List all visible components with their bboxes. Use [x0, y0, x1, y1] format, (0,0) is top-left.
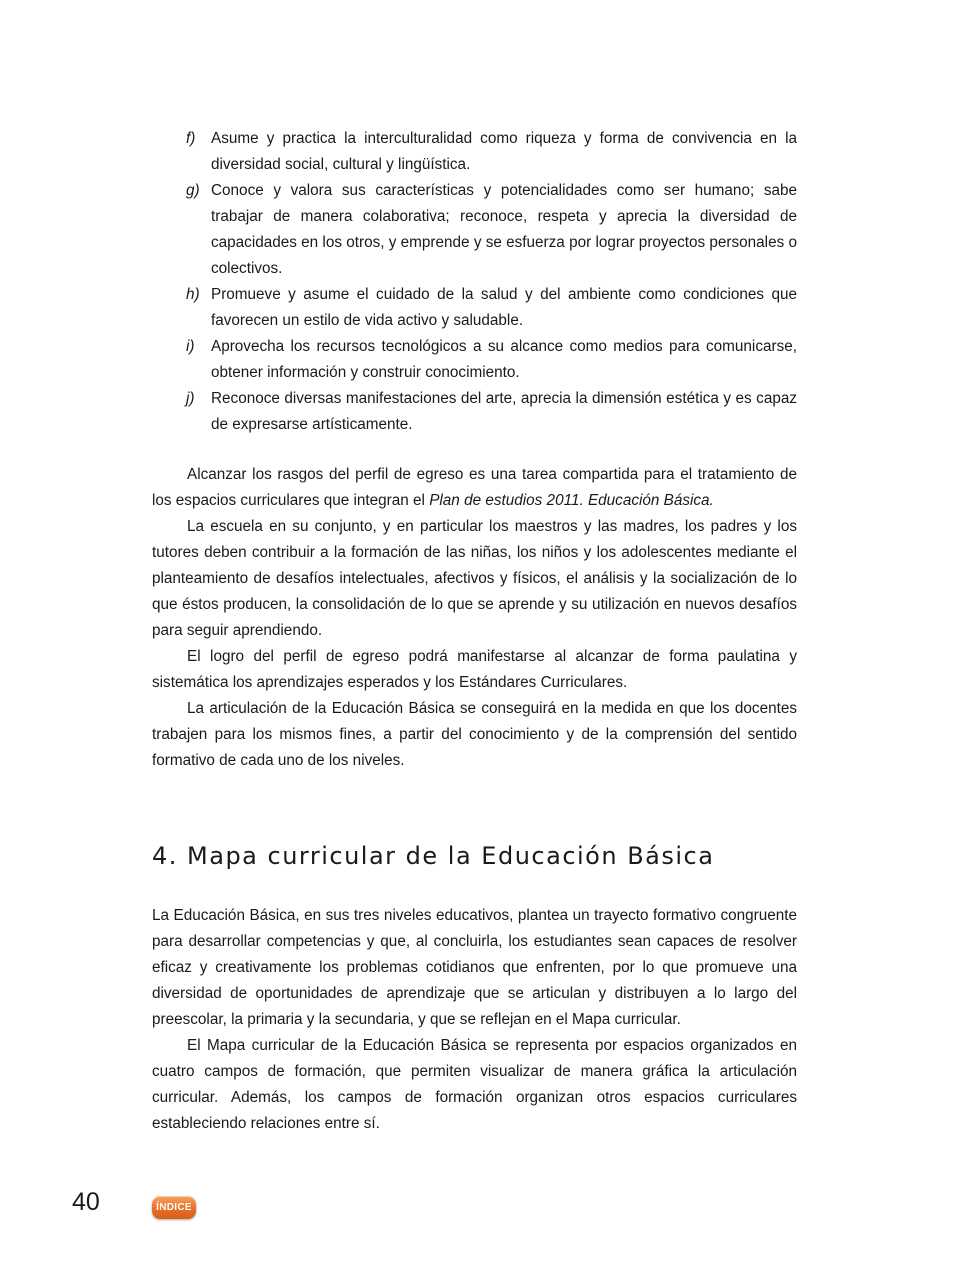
list-marker: g): [186, 182, 200, 199]
list-item: [186, 126, 797, 178]
paragraph: El Mapa curricular de la Educación Básica se representa por espacios organizados en cuatro campos de formación, que permiten visualizar de manera gráfica la articulación curricular. Además, los campos de formación organizan otros espacios curriculares estableciendo relaciones entre sí.: [152, 1037, 797, 1132]
paragraph: El logro del perfil de egreso podrá manifestarse al alcanzar de forma paulatina y sistemática los aprendizajes esperados y los Estándares Curriculares.: [152, 648, 797, 691]
paragraph: La Educación Básica, en sus tres niveles educativos, plantea un trayecto formativo congruente para desarrollar competencias y que, al concluirla, los estudiantes sean capaces de resolver eficaz y creativamente los problemas cotidianos que enfrenten, por lo que promueve una diversidad de oportunidades de aprendizaje que se articulan y distribuyen a lo largo del preescolar, la primaria y la secundaria, y que se reflejan en el Mapa curricular.: [152, 907, 797, 1028]
section-body-text: [152, 903, 797, 1137]
list-item-text: Asume y practica la interculturalidad como riqueza y forma de convivencia en la diversidad social, cultural y lingüística.: [211, 130, 797, 173]
list-item-text: Conoce y valora sus características y potencialidades como ser humano; sabe trabajar de manera colaborativa; reconoce, respeta y aprecia la diversidad de capacidades en los otros, y emprende y se esfuerza por lograr proyectos personales o colectivos.: [211, 182, 797, 277]
section-heading: 4. Mapa curricular de la Educación Básica: [152, 842, 715, 870]
list-marker: h): [186, 286, 200, 303]
paragraph: La escuela en su conjunto, y en particular los maestros y las madres, los padres y los tutores deben contribuir a la formación de las niñas, los niños y los adolescentes mediante el planteamiento de desafíos intelectuales, afectivos y físicos, el análisis y la socialización de lo que éstos producen, la consolidación de lo que se aprende y su utilización en nuevos desafíos para seguir aprendiendo.: [152, 518, 797, 639]
list-marker: f): [186, 130, 196, 147]
list-item: [186, 334, 797, 386]
profile-body-text: [152, 462, 797, 774]
list-marker: i): [186, 338, 195, 355]
list-marker: j): [186, 390, 195, 407]
index-button[interactable]: ÍNDICE: [152, 1196, 196, 1219]
list-item: [186, 178, 797, 282]
list-item-text: Aprovecha los recursos tecnológicos a su alcance como medios para comunicarse, obtener información y construir conocimiento.: [211, 338, 797, 381]
plan-title-italic: Plan de estudios 2011. Educación Básica.: [429, 492, 714, 509]
list-item: [186, 282, 797, 334]
paragraph-text: Alcanzar los rasgos del perfil de egreso es una tarea compartida para el tratamiento de los espacios curriculares que integran el: [152, 466, 797, 509]
list-item-text: Reconoce diversas manifestaciones del arte, aprecia la dimensión estética y es capaz de expresarse artísticamente.: [211, 390, 797, 433]
list-item-text: Promueve y asume el cuidado de la salud y del ambiente como condiciones que favorecen un estilo de vida activo y saludable.: [211, 286, 797, 329]
profile-traits-list: [186, 126, 797, 438]
list-item: [186, 386, 797, 438]
paragraph: [152, 462, 797, 514]
page-number: 40: [72, 1188, 100, 1216]
paragraph: La articulación de la Educación Básica se conseguirá en la medida en que los docentes trabajen para los mismos fines, a partir del conocimiento y de la comprensión del sentido formativo de cada uno de los niveles.: [152, 700, 797, 769]
